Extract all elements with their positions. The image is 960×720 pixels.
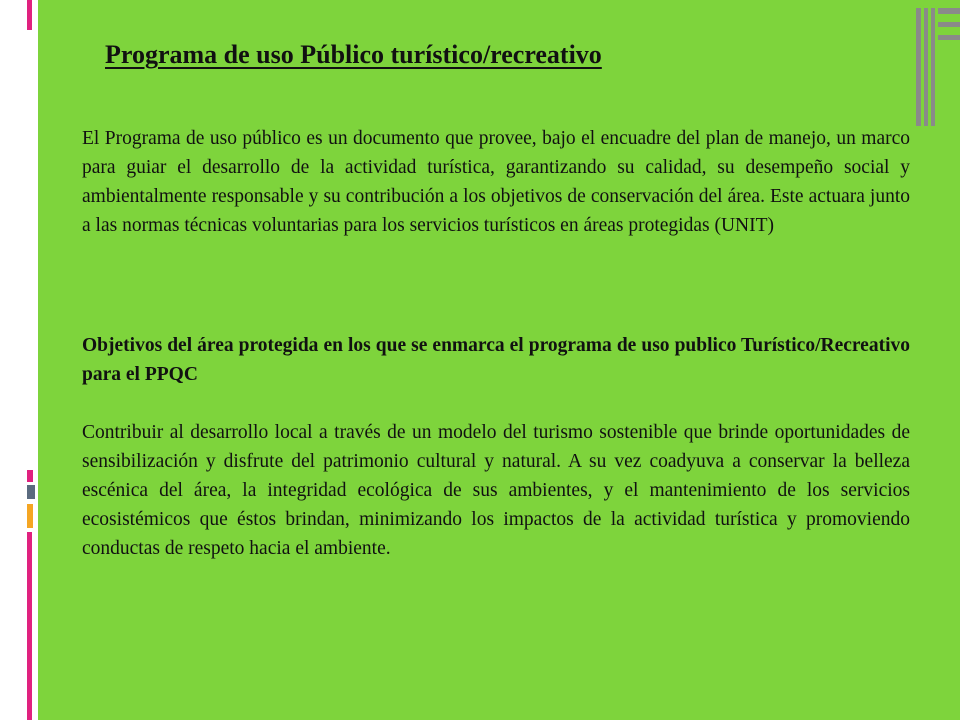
decorative-bar bbox=[916, 8, 921, 126]
decorative-bar bbox=[27, 470, 33, 482]
left-decorative-strip bbox=[0, 0, 38, 720]
decorative-bar bbox=[938, 22, 960, 27]
decorative-bar bbox=[938, 8, 960, 14]
slide-title: Programa de uso Público turístico/recreativo bbox=[105, 40, 602, 69]
objectives-heading: Objetivos del área protegida en los que se enmarca el programa de uso publico Turístico/Recreativo para el PPQC bbox=[82, 335, 910, 385]
decorative-bar bbox=[27, 485, 35, 499]
objectives-paragraph: Contribuir al desarrollo local a través de un modelo del turismo sostenible que brinde oportunidades de sensibilización y disfrute del patrimonio cultural y natural. A su vez coadyuva a conservar la belleza escénica del área, la integridad ecológica de sus ambientes, y el mantenimiento de los servicios ecosistémicos que éstos brindan, minimizando los impactos de la actividad turística y promoviendo conductas de respeto hacia el ambiente. bbox=[82, 422, 910, 559]
decorative-bar bbox=[27, 0, 32, 30]
intro-paragraph: El Programa de uso público es un documento que provee, bajo el encuadre del plan de manejo, un marco para guiar el desarrollo de la actividad turística, garantizando su calidad, su desempeño social y ambientalmente responsable y su contribución a los objetivos de conservación del área. Este actuara junto a las normas técnicas voluntarias para los servicios turísticos en áreas protegidas (UNIT) bbox=[82, 128, 910, 236]
decorative-bar bbox=[938, 35, 960, 40]
decorative-bar bbox=[27, 532, 32, 720]
decorative-bar bbox=[27, 504, 33, 528]
decorative-bar bbox=[924, 8, 928, 126]
decorative-bar bbox=[931, 8, 935, 126]
